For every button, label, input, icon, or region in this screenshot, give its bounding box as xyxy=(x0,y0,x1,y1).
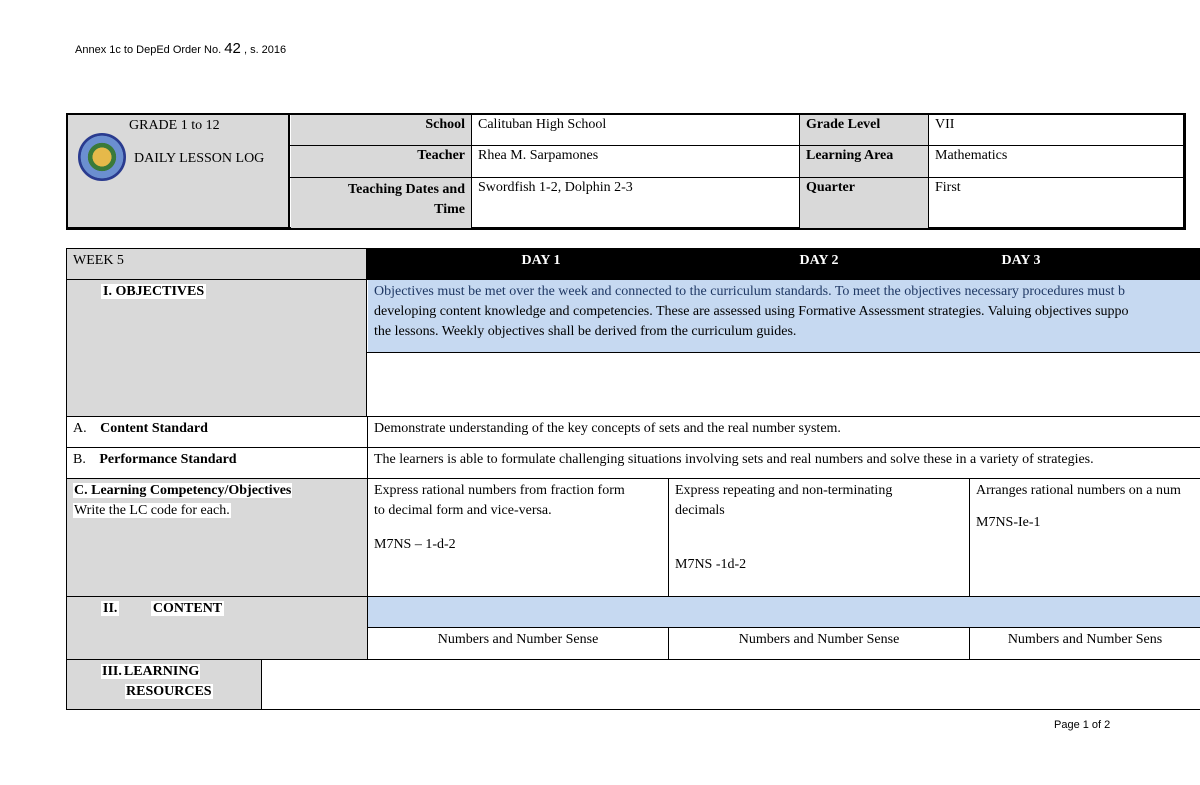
grade-level-value: VII xyxy=(935,117,955,132)
annex-reference xyxy=(75,40,286,57)
resources-label-line1: LEARNING xyxy=(123,664,200,679)
dates-label xyxy=(291,178,471,228)
annex-suffix: , s. 2016 xyxy=(243,44,287,56)
content-standard-label: Content Standard xyxy=(100,421,208,436)
lc-day3-line1: Arranges rational numbers on a num xyxy=(976,483,1181,498)
learning-resources-cell xyxy=(66,660,262,710)
content-day1: Numbers and Number Sense xyxy=(437,632,599,647)
day2-header: DAY 2 xyxy=(799,253,839,268)
learning-competency-subtext: Write the LC code for each. xyxy=(74,503,230,518)
objectives-label: I. OBJECTIVES xyxy=(103,284,205,299)
day3-header: DAY 3 xyxy=(1001,253,1041,268)
learning-area-value: Mathematics xyxy=(935,148,1008,163)
resources-number: III. xyxy=(102,664,122,679)
school-label: School xyxy=(291,115,471,145)
dates-value: Swordfish 1-2, Dolphin 2-3 xyxy=(478,180,633,195)
grade-range: GRADE 1 to 12 xyxy=(129,118,220,133)
quarter-value: First xyxy=(935,180,961,195)
performance-standard-letter: B. xyxy=(73,452,86,467)
content-number: II. xyxy=(103,601,118,616)
performance-standard-text: The learners is able to formulate challenging situations involving sets and real numbers and solve these in a variety of strategies. xyxy=(374,452,1094,467)
content-blue-band xyxy=(368,597,1200,627)
log-title: DAILY LESSON LOG xyxy=(134,151,265,166)
lc-day1 xyxy=(368,479,669,596)
lc-day2-line2: decimals xyxy=(675,503,725,518)
annex-prefix: Annex 1c to DepEd Order No. xyxy=(75,44,222,56)
performance-standard-label: Performance Standard xyxy=(99,452,237,467)
header-info-box xyxy=(66,113,1186,230)
lc-day2-line1: Express repeating and non-terminating xyxy=(675,483,893,498)
deped-seal-icon xyxy=(78,133,126,181)
grade-level-label: Grade Level xyxy=(800,115,928,145)
lc-day1-line1: Express rational numbers from fraction form xyxy=(374,483,625,498)
dates-label-line2: Time xyxy=(434,202,465,217)
learning-competency-cell xyxy=(66,479,368,596)
teacher-value: Rhea M. Sarpamones xyxy=(478,148,599,163)
dates-label-line1: Teaching Dates and xyxy=(348,182,465,197)
lc-day2 xyxy=(669,479,969,596)
content-standard-cell xyxy=(66,417,368,448)
objectives-line3: the lessons. Weekly objectives shall be derived from the curriculum guides. xyxy=(374,324,797,339)
performance-standard-cell xyxy=(66,448,368,479)
brand-panel xyxy=(68,115,290,227)
quarter-label: Quarter xyxy=(800,178,928,228)
content-day2: Numbers and Number Sense xyxy=(738,632,900,647)
content-section-cell xyxy=(66,597,368,659)
resources-label-line2: RESOURCES xyxy=(126,684,212,699)
week-label: WEEK 5 xyxy=(66,248,367,280)
learning-area-label: Learning Area xyxy=(800,146,928,177)
lc-day1-line2: to decimal form and vice-versa. xyxy=(374,503,552,518)
content-label: CONTENT xyxy=(152,601,223,616)
content-standard-letter: A. xyxy=(73,421,87,436)
lc-day2-code: M7NS -1d-2 xyxy=(675,557,747,572)
order-number: 42 xyxy=(224,40,241,57)
objectives-line2: developing content knowledge and competencies. These are assessed using Formative Assessment strategies. Valuing objectives suppo xyxy=(374,304,1129,319)
lc-day1-code: M7NS – 1-d-2 xyxy=(374,537,456,552)
objectives-cell xyxy=(66,280,367,416)
lc-day3 xyxy=(970,479,1200,596)
day1-header: DAY 1 xyxy=(521,253,561,268)
objectives-line1: Objectives must be met over the week and connected to the curriculum standards. To meet the objectives necessary procedures must b xyxy=(374,284,1126,299)
lc-day3-code: M7NS-Ie-1 xyxy=(976,515,1041,530)
content-day3: Numbers and Number Sens xyxy=(1007,632,1163,647)
lesson-log-table xyxy=(66,248,1200,710)
school-value: Calituban High School xyxy=(478,117,607,132)
page-number: Page 1 of 2 xyxy=(1054,719,1111,731)
teacher-label: Teacher xyxy=(291,146,471,177)
content-standard-text: Demonstrate understanding of the key concepts of sets and the real number system. xyxy=(374,421,841,436)
learning-competency-label: C. Learning Competency/Objectives xyxy=(74,483,292,498)
objectives-description xyxy=(368,280,1200,352)
